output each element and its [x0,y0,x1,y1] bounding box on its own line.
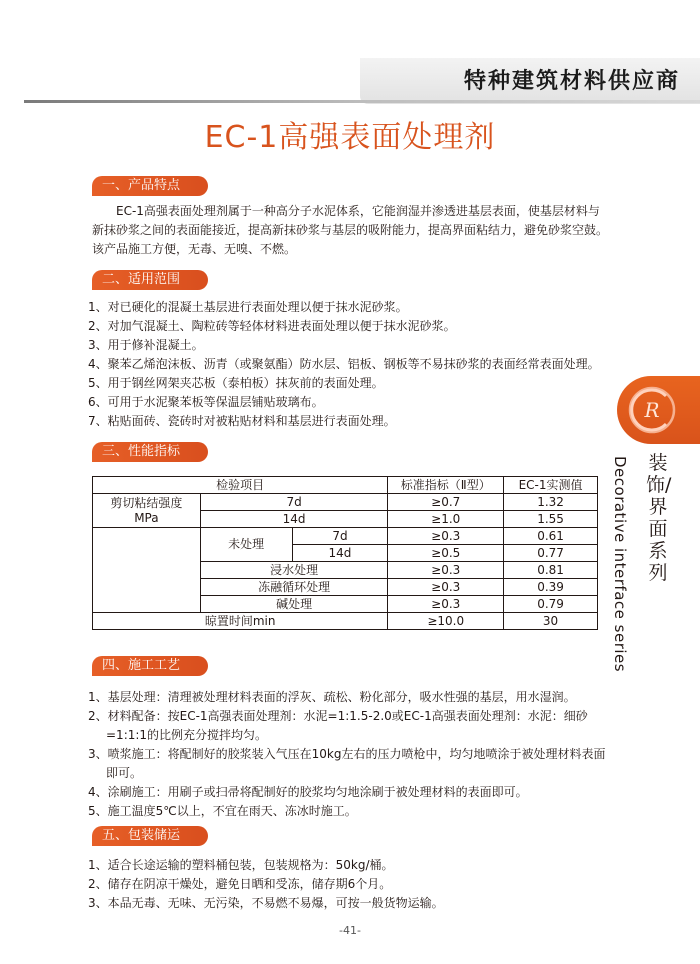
list-item: 2、材料配备：按EC-1高强表面处理剂：水泥=1:1.5-2.0或EC-1高强表面处理剂：水泥：细砂 [88,709,588,723]
table-row [93,613,598,630]
packaging-list [88,856,618,913]
table-cell: ≥0.3 [388,562,504,579]
list-item: 3、用于修补混凝土。 [88,338,204,352]
list-item: 4、涂刷施工：用刷子或扫帚将配制好的胶浆均匀地涂刷于被处理材料的表面即可。 [88,785,528,799]
table-cell: ≥0.3 [388,596,504,613]
table-cell: 0.39 [504,579,598,596]
section-heading-packaging: 五、包装储运 [92,826,208,846]
table-cell: 晾置时间min [93,613,388,630]
list-item: 6、可用于水泥聚苯板等保温层铺贴玻璃布。 [88,395,324,409]
list-item: 5、施工温度5℃以上，不宜在雨天、冻冰时施工。 [88,804,357,818]
list-item: 3、本品无毒、无味、无污染，不易燃不易爆，可按一般货物运输。 [88,896,444,910]
table-cell: 0.81 [504,562,598,579]
table-cell-empty [93,528,201,613]
table-cell: 7d [200,494,388,511]
table-row [93,494,598,511]
table-header-row [93,477,598,494]
performance-table [92,476,598,630]
table-cell: ≥0.7 [388,494,504,511]
table-cell: 7d [292,528,388,545]
table-cell: ≥0.3 [388,579,504,596]
table-header: EC-1实测值 [504,477,598,494]
features-line: 该产品施工方便，无毒、无嗅、不燃。 [92,242,297,256]
table-cell: 1.55 [504,511,598,528]
section-heading-performance: 三、性能指标 [92,442,208,462]
list-item: 4、聚苯乙烯泡沫板、沥青（或聚氨酯）防水层、铝板、钢板等不易抹砂浆的表面经常表面处理。 [88,357,600,371]
features-line: EC-1高强表面处理剂属于一种高分子水泥体系，它能润湿并渗透进基层表面，使基层材料与 [116,204,600,218]
table-cell: ≥0.3 [388,528,504,545]
process-list [88,688,618,821]
table-cell: 碱处理 [200,596,388,613]
features-paragraph [92,202,612,259]
page-header [0,0,700,110]
list-item-continued: =1:1:1的比例充分搅拌均匀。 [106,728,268,742]
table-cell: ≥0.5 [388,545,504,562]
table-cell: 14d [292,545,388,562]
list-item: 7、粘贴面砖、瓷砖时对被粘贴材料和基层进行表面处理。 [88,414,396,428]
page-number: -41- [339,924,361,937]
side-category-en: Decorative interface series [611,456,629,673]
header-title: 特种建筑材料供应商 [463,69,680,94]
section-heading-features: 一、产品特点 [92,176,208,196]
table-header: 标准指标（Ⅱ型） [388,477,504,494]
list-item: 1、基层处理：清理被处理材料表面的浮灰、疏松、粉化部分，吸水性强的基层，用水湿润。 [88,690,576,704]
list-item: 3、喷浆施工：将配制好的胶浆装入气压在10kg左右的压力喷枪中，均匀地喷涂于被处理材料表面 [88,747,606,761]
features-line: 新抹砂浆之间的表面能接近，提高新抹砂浆与基层的吸附能力，提高界面粘结力，避免砂浆空鼓。 [92,223,609,237]
section-heading-scope: 二、适用范围 [92,270,208,290]
list-item: 2、储存在阴凉干燥处，避免日晒和受冻，储存期6个月。 [88,877,392,891]
table-cell: ≥10.0 [388,613,504,630]
table-cell: 浸水处理 [200,562,388,579]
table-cell: 0.61 [504,528,598,545]
header-rule [24,100,700,103]
section-heading-process: 四、施工工艺 [92,656,208,676]
table-cell: 14d [200,511,388,528]
list-item: 1、对已硬化的混凝土基层进行表面处理以便于抹水泥砂浆。 [88,300,408,314]
table-cell: ≥1.0 [388,511,504,528]
table-header: 检验项目 [93,477,388,494]
side-category-cn: 装饰/界面系列 [646,452,672,584]
product-title: EC-1高强表面处理剂 [204,120,496,155]
shear-strength-label: 剪切粘结强度 [110,495,183,510]
list-item: 5、用于钢丝网架夹芯板（泰柏板）抹灰前的表面处理。 [88,376,384,390]
list-item-continued: 即可。 [106,766,143,780]
list-item: 1、适合长途运输的塑料桶包装，包装规格为：50kg/桶。 [88,858,394,872]
brand-logo-icon [626,384,678,436]
table-row [93,528,598,545]
scope-list [88,298,618,431]
table-cell: 1.32 [504,494,598,511]
table-cell: 冻融循环处理 [200,579,388,596]
table-cell: 30 [504,613,598,630]
list-item: 2、对加气混凝土、陶粒砖等轻体材料进表面处理以便于抹水泥砂浆。 [88,319,456,333]
shear-strength-unit: MPa [134,510,159,525]
table-cell: 0.79 [504,596,598,613]
logo-letter: R [644,398,660,422]
table-cell: 未处理 [200,528,292,562]
shear-strength-cell [93,494,201,528]
table-cell: 0.77 [504,545,598,562]
